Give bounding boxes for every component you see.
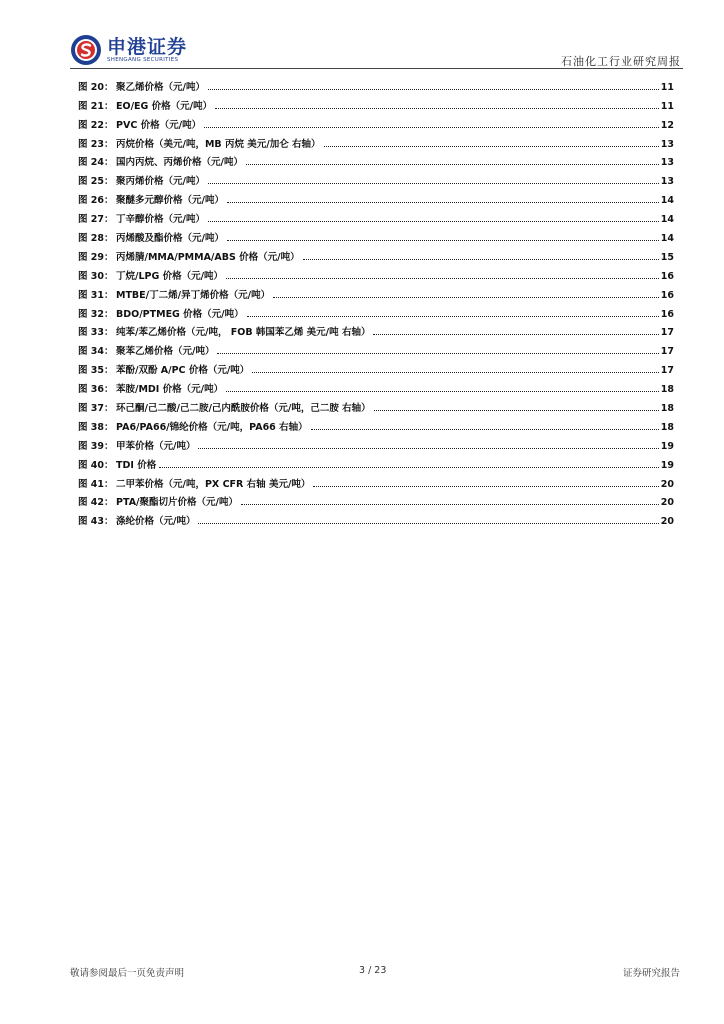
toc-entry[interactable] (78, 263, 674, 282)
dot-leader (227, 202, 659, 203)
toc-entry[interactable] (78, 150, 674, 169)
page-footer (70, 965, 680, 979)
toc-entry[interactable] (78, 93, 674, 112)
toc-entry[interactable] (78, 395, 674, 414)
figure-label: 图 29： (78, 251, 114, 263)
dot-leader (226, 278, 659, 279)
toc-entry[interactable] (78, 433, 674, 452)
toc-entry[interactable] (78, 74, 674, 93)
dot-leader (226, 391, 659, 392)
figure-label: 图 34： (78, 346, 114, 358)
figure-label: 图 40： (78, 459, 114, 471)
toc-entry[interactable] (78, 282, 674, 301)
figure-label: 图 25： (78, 176, 114, 188)
toc-entry[interactable] (78, 244, 674, 263)
toc-entry[interactable] (78, 301, 674, 320)
dot-leader (198, 448, 658, 449)
figure-title: TDI 价格 (116, 459, 157, 471)
figure-page-number: 19 (660, 440, 674, 452)
page-header (70, 30, 683, 69)
page-number: 3 / 23 (359, 965, 387, 976)
figure-label: 图 28： (78, 233, 114, 245)
toc-entry[interactable] (78, 414, 674, 433)
logo-cn-text: 申港证券 (107, 35, 188, 58)
figure-label: 图 24： (78, 157, 114, 169)
toc-entry[interactable] (78, 206, 674, 225)
dot-leader (374, 410, 659, 411)
figure-title: 丙烯酸及酯价格（元/吨） (116, 233, 224, 245)
dot-leader (208, 89, 659, 90)
figure-title: 纯苯/苯乙烯价格（元/吨， FOB 韩国苯乙烯 美元/吨 右轴） (116, 327, 371, 339)
dot-leader (217, 353, 658, 354)
figure-label: 图 38： (78, 421, 114, 433)
figure-page-number: 11 (660, 100, 674, 112)
toc-entry[interactable] (78, 490, 674, 509)
figure-label: 图 39： (78, 440, 114, 452)
toc-entry[interactable] (78, 131, 674, 150)
figure-page-number: 13 (660, 176, 674, 188)
figure-label: 图 27： (78, 214, 114, 226)
figure-label: 图 20： (78, 81, 114, 93)
figure-page-number: 15 (660, 251, 674, 263)
figure-label: 图 41： (78, 478, 114, 490)
figure-title: 丙烯腈/MMA/PMMA/ABS 价格（元/吨） (116, 251, 300, 263)
figure-page-number: 14 (660, 195, 674, 207)
dot-leader (208, 183, 659, 184)
figure-title: 聚丙烯价格（元/吨） (116, 176, 205, 188)
figure-page-number: 16 (660, 270, 674, 282)
dot-leader (215, 108, 659, 109)
figure-title: 聚乙烯价格（元/吨） (116, 81, 205, 93)
figure-page-number: 20 (660, 478, 674, 490)
figure-page-number: 20 (660, 497, 674, 509)
dot-leader (198, 523, 658, 524)
figure-page-number: 18 (660, 384, 674, 396)
figure-page-number: 12 (660, 119, 674, 131)
figure-title: MTBE/丁二烯/异丁烯价格（元/吨） (116, 289, 271, 301)
company-logo (70, 34, 187, 66)
toc-entry[interactable] (78, 225, 674, 244)
figure-title: BDO/PTMEG 价格（元/吨） (116, 308, 244, 320)
figure-page-number: 17 (660, 346, 674, 358)
figure-title: 丙烷价格（美元/吨，MB 丙烷 美元/加仑 右轴） (116, 138, 321, 150)
document-type: 证券研究报告 (622, 968, 680, 979)
figure-title: PTA/聚酯切片价格（元/吨） (116, 497, 238, 509)
figure-title: 聚苯乙烯价格（元/吨） (116, 346, 215, 358)
figure-label: 图 33： (78, 327, 114, 339)
dot-leader (303, 259, 659, 260)
figure-page-number: 11 (660, 81, 674, 93)
figure-label: 图 31： (78, 289, 114, 301)
dot-leader (311, 429, 659, 430)
figure-label: 图 22： (78, 119, 114, 131)
figure-title: 涤纶价格（元/吨） (116, 516, 196, 528)
figure-label: 图 26： (78, 195, 114, 207)
toc-entry[interactable] (78, 452, 674, 471)
dot-leader (241, 504, 659, 505)
report-type: 石油化工行业研究周报 (561, 55, 681, 68)
dot-leader (252, 372, 658, 373)
figure-label: 图 43： (78, 516, 114, 528)
figure-label: 图 21： (78, 100, 114, 112)
toc-entry[interactable] (78, 112, 674, 131)
dot-leader (246, 164, 659, 165)
figure-label: 图 35： (78, 365, 114, 377)
dot-leader (204, 127, 659, 128)
figure-page-number: 17 (660, 365, 674, 377)
toc-entry[interactable] (78, 168, 674, 187)
toc-entry[interactable] (78, 187, 674, 206)
figure-title: 丁烷/LPG 价格（元/吨） (116, 270, 224, 282)
figure-page-number: 16 (660, 289, 674, 301)
figure-title: 苯酚/双酚 A/PC 价格（元/吨） (116, 365, 250, 377)
toc-entry[interactable] (78, 338, 674, 357)
figure-title: 二甲苯价格（元/吨，PX CFR 右轴 美元/吨） (116, 478, 311, 490)
figure-page-number: 13 (660, 138, 674, 150)
figure-label: 图 42： (78, 497, 114, 509)
figure-title: 聚醚多元醇价格（元/吨） (116, 195, 224, 207)
figure-title: EO/EG 价格（元/吨） (116, 100, 213, 112)
dot-leader (208, 221, 659, 222)
dot-leader (313, 486, 658, 487)
toc-entry[interactable] (78, 508, 674, 527)
dot-leader (159, 467, 659, 468)
disclaimer-note: 敬请参阅最后一页免责声明 (70, 968, 185, 979)
figure-page-number: 17 (660, 327, 674, 339)
figure-page-number: 19 (660, 459, 674, 471)
figure-title: 苯胺/MDI 价格（元/吨） (116, 384, 224, 396)
dot-leader (324, 146, 659, 147)
dot-leader (247, 316, 659, 317)
figure-page-number: 13 (660, 157, 674, 169)
figure-label: 图 32： (78, 308, 114, 320)
figure-title: PVC 价格（元/吨） (116, 119, 202, 131)
toc-entry[interactable] (78, 320, 674, 339)
figure-label: 图 23： (78, 138, 114, 150)
dot-leader (227, 240, 659, 241)
figure-title: 丁辛醇价格（元/吨） (116, 214, 205, 226)
figure-label: 图 37： (78, 403, 114, 415)
figure-page-number: 20 (660, 516, 674, 528)
figure-page-number: 18 (660, 403, 674, 415)
figure-page-number: 16 (660, 308, 674, 320)
figure-title: 国内丙烷、丙烯价格（元/吨） (116, 157, 243, 169)
dot-leader (273, 297, 659, 298)
toc-entry[interactable] (78, 471, 674, 490)
logo-en-text: SHENGANG SECURITIES (107, 56, 179, 63)
figure-label: 图 36： (78, 384, 114, 396)
figure-label: 图 30： (78, 270, 114, 282)
toc-entry[interactable] (78, 357, 674, 376)
figure-title: 甲苯价格（元/吨） (116, 440, 196, 452)
figure-title: 环己酮/己二酸/己二胺/己内酰胺价格（元/吨，己二胺 右轴） (116, 403, 371, 415)
dot-leader (373, 334, 658, 335)
figure-page-number: 18 (660, 421, 674, 433)
figure-page-number: 14 (660, 214, 674, 226)
logo-icon (70, 34, 102, 66)
figure-page-number: 14 (660, 233, 674, 245)
figure-index (78, 74, 674, 527)
toc-entry[interactable] (78, 376, 674, 395)
figure-title: PA6/PA66/锦纶价格（元/吨，PA66 右轴） (116, 421, 308, 433)
